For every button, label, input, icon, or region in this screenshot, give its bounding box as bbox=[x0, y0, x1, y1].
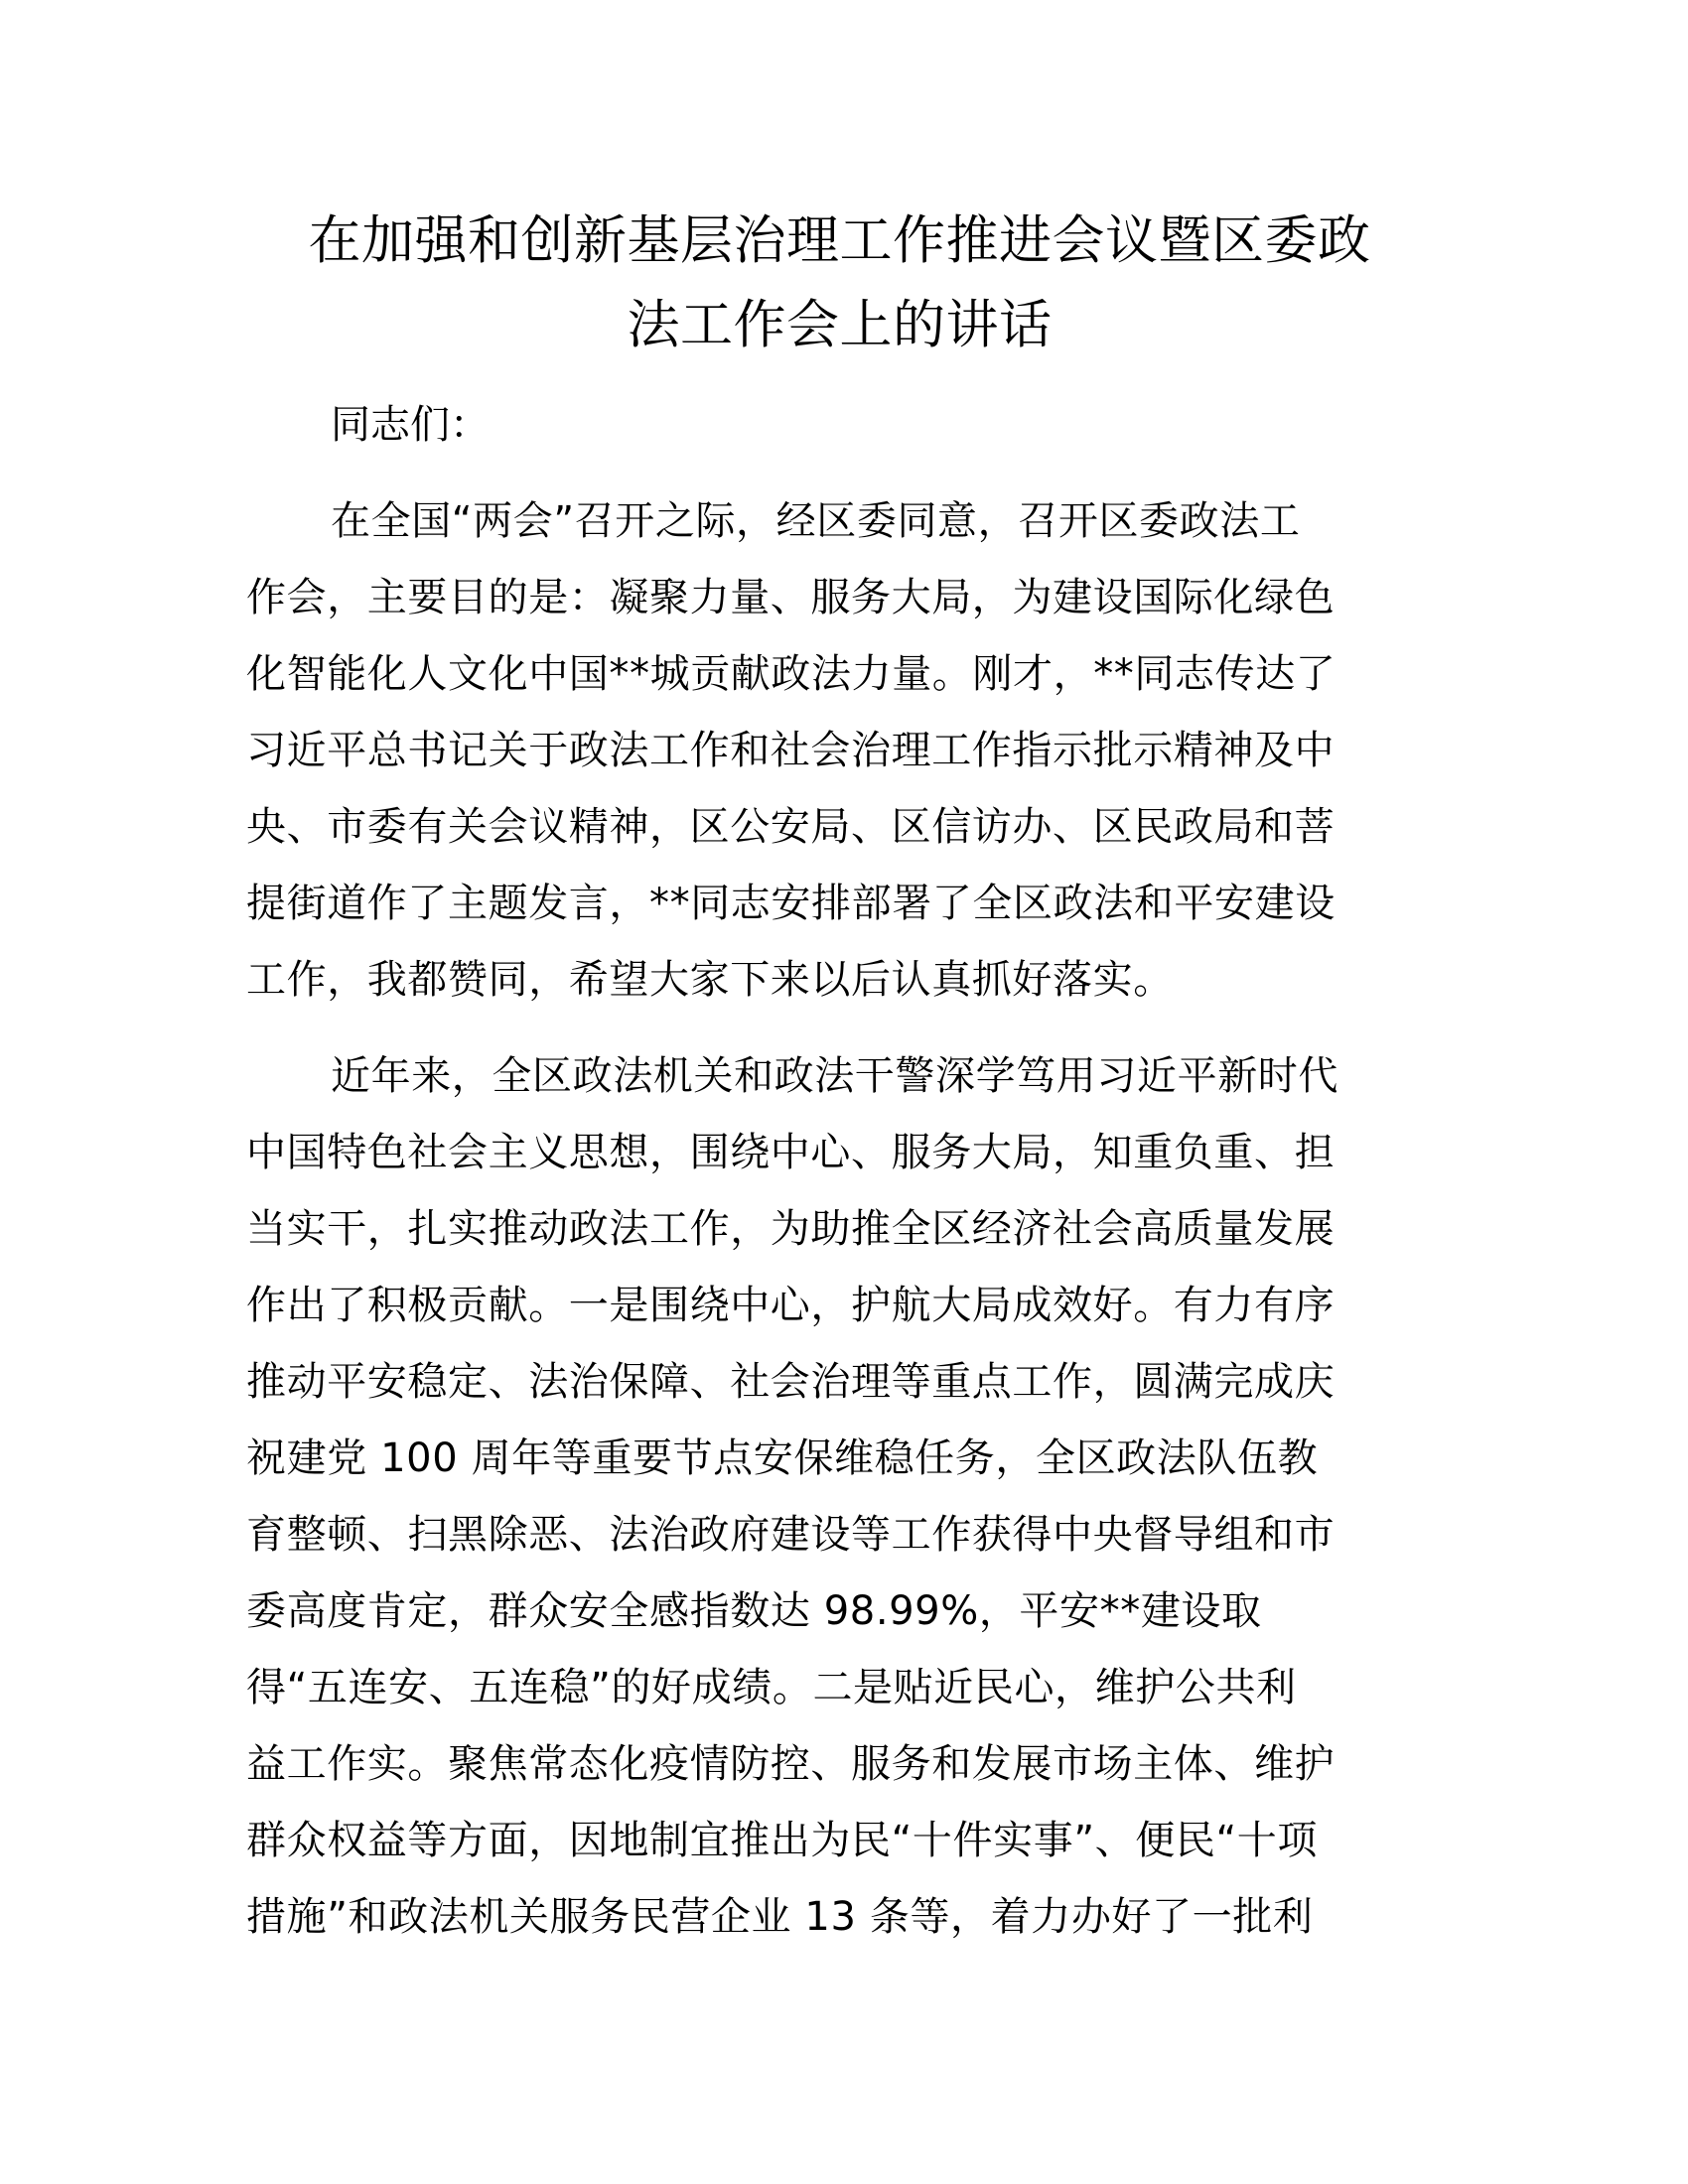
salutation: 同志们： bbox=[331, 402, 490, 448]
text-line: 群众权益等方面，因地制宜推出为民“十件实事”、便民“十项 bbox=[246, 1818, 1318, 1863]
text-line: 推动平安稳定、法治保障、社会治理等重点工作，圆满完成庆 bbox=[246, 1359, 1336, 1405]
text-line: 益工作实。聚焦常态化疫情防控、服务和发展市场主体、维护 bbox=[246, 1741, 1336, 1787]
text-line: 工作，我都赞同，希望大家下来以后认真抓好落实。 bbox=[246, 957, 1174, 1003]
text-line: 得“五连安、五连稳”的好成绩。二是贴近民心，维护公共利 bbox=[246, 1665, 1297, 1710]
title-line-2: 法工作会上的讲话 bbox=[627, 295, 1053, 355]
text-line: 中国特色社会主义思想，围绕中心、服务大局，知重负重、担 bbox=[246, 1130, 1336, 1175]
text-line: 习近平总书记关于政法工作和社会治理工作指示批示精神及中 bbox=[246, 728, 1336, 773]
text-line: 化智能化人文化中国**城贡献政法力量。刚才，**同志传达了 bbox=[246, 651, 1336, 697]
text-line: 措施”和政法机关服务民营企业 13 条等，着力办好了一批利 bbox=[246, 1894, 1314, 1940]
text-line: 近年来，全区政法机关和政法干警深学笃用习近平新时代 bbox=[331, 1053, 1338, 1099]
text-line: 央、市委有关会议精神，区公安局、区信访办、区民政局和菩 bbox=[246, 804, 1336, 850]
text-line: 作会，主要目的是：凝聚力量、服务大局，为建设国际化绿色 bbox=[246, 575, 1336, 620]
text-line: 在全国“两会”召开之际，经区委同意，召开区委政法工 bbox=[331, 498, 1301, 544]
document-title bbox=[246, 199, 1433, 367]
text-line: 委高度肯定，群众安全感指数达 98.99%，平安**建设取 bbox=[246, 1588, 1262, 1634]
paragraph-1 bbox=[246, 483, 1433, 1019]
text-line: 育整顿、扫黑除恶、法治政府建设等工作获得中央督导组和市 bbox=[246, 1512, 1336, 1558]
text-line: 祝建党 100 周年等重要节点安保维稳任务，全区政法队伍教 bbox=[246, 1435, 1319, 1481]
text-line: 当实干，扎实推动政法工作，为助推全区经济社会高质量发展 bbox=[246, 1206, 1336, 1252]
title-line-1: 在加强和创新基层治理工作推进会议暨区委政 bbox=[308, 210, 1371, 271]
text-line: 作出了积极贡献。一是围绕中心，护航大局成效好。有力有序 bbox=[246, 1283, 1336, 1328]
text-line: 提街道作了主题发言，**同志安排部署了全区政法和平安建设 bbox=[246, 881, 1336, 926]
paragraph-2 bbox=[246, 1038, 1433, 1956]
document-page bbox=[246, 199, 1433, 1956]
